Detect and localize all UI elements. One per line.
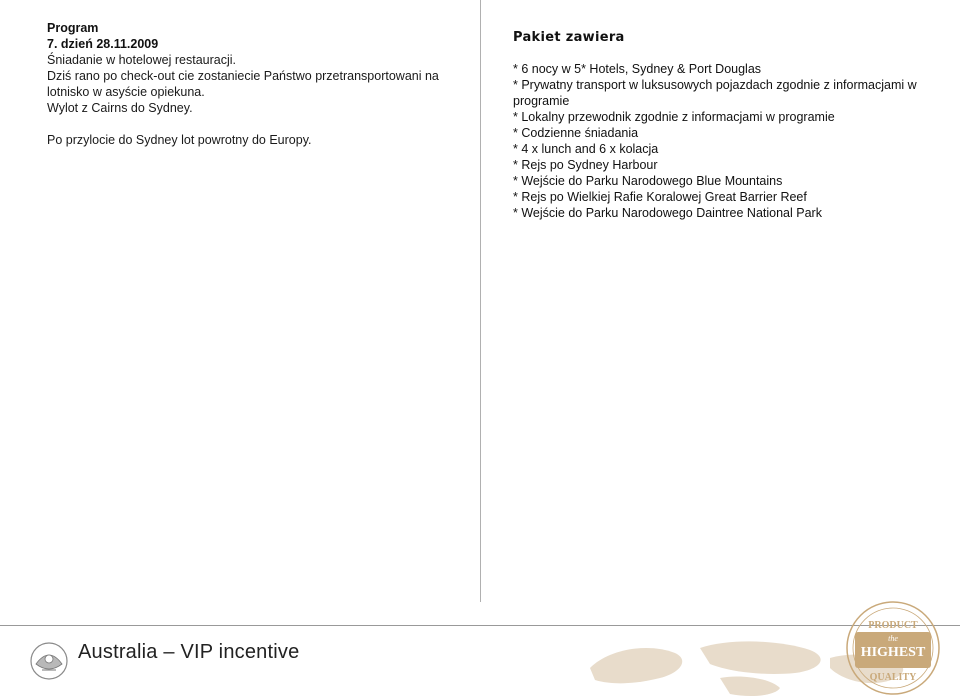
program-closing: Po przylocie do Sydney lot powrotny do Europy.: [47, 133, 312, 147]
spacer: [47, 116, 457, 132]
badge-line-highest: HIGHEST: [860, 645, 926, 660]
package-title: Pakiet zawiera: [513, 30, 625, 45]
package-item: * Lokalny przewodnik zgodnie z informacjami w programie: [513, 110, 835, 124]
program-line: Śniadanie w hotelowej restauracji.: [47, 53, 236, 67]
program-line: Dziś rano po check-out cie zostaniecie Państwo przetransportowani na lotnisko w asyście opiekuna.: [47, 69, 439, 99]
program-column: [47, 20, 457, 148]
package-item: * Codzienne śniadania: [513, 126, 639, 140]
package-item: * Prywatny transport w luksusowych pojazdach zgodnie z informacjami w programie: [513, 78, 917, 108]
package-item: * Rejs po Sydney Harbour: [513, 158, 658, 172]
footer-title: Australia – VIP incentive: [78, 641, 300, 663]
package-item: * Wejście do Parku Narodowego Blue Mountains: [513, 174, 783, 188]
footer-rule: [0, 625, 960, 626]
package-list: [513, 61, 933, 221]
program-line: Wylot z Cairns do Sydney.: [47, 101, 193, 115]
badge-line-the: the: [888, 634, 898, 643]
package-item: * Rejs po Wielkiej Rafie Koralowej Great Barrier Reef: [513, 190, 807, 204]
badge-line-quality: QUALITY: [869, 672, 917, 683]
package-item: * 6 nocy w 5* Hotels, Sydney & Port Douglas: [513, 62, 762, 76]
program-heading: Program: [47, 21, 99, 35]
badge-line-product: PRODUCT: [868, 620, 918, 631]
package-item: * Wejście do Parku Narodowego Daintree National Park: [513, 206, 822, 220]
day-heading: 7. dzień 28.11.2009: [47, 37, 159, 51]
package-column: [513, 30, 933, 221]
package-item: * 4 x lunch and 6 x kolacja: [513, 142, 659, 156]
column-divider: [480, 0, 481, 602]
crest-logo-icon: [28, 640, 70, 682]
highest-quality-badge: [845, 600, 941, 696]
